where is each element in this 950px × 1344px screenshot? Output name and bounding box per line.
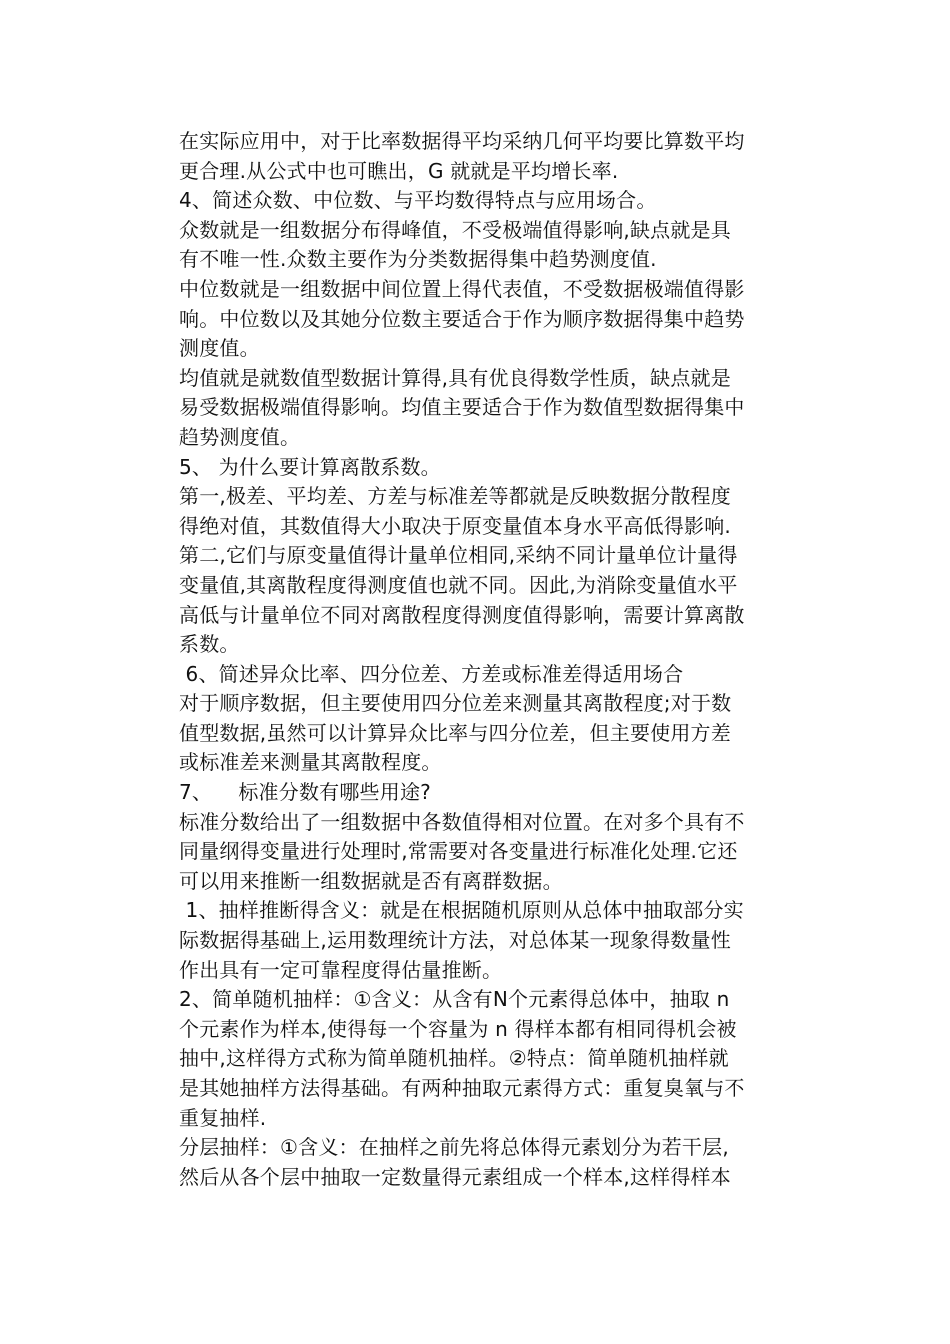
text-line: 响。中位数以及其她分位数主要适合于作为顺序数据得集中趋势 <box>179 306 745 331</box>
text-line: 众数就是一组数据分布得峰值，不受极端值得影响,缺点就是具 <box>179 217 731 242</box>
text-line: 作出具有一定可靠程度得估量推断。 <box>179 957 503 982</box>
text-line: 易受数据极端值得影响。均值主要适合于作为数值型数据得集中 <box>179 395 745 420</box>
text-line: 重复抽样. <box>179 1105 267 1130</box>
text-line: 际数据得基础上,运用数理统计方法，对总体某一现象得数量性 <box>179 928 731 953</box>
section-heading: 5、 为什么要计算离散系数。 <box>179 454 441 479</box>
text-line: 第二,它们与原变量值得计量单位相同,采纳不同计量单位计量得 <box>179 543 738 568</box>
text-line: 趋势测度值。 <box>179 424 301 449</box>
section-heading: 4、简述众数、中位数、与平均数得特点与应用场合。 <box>179 188 657 213</box>
text-line: 在实际应用中，对于比率数据得平均采纳几何平均要比算数平均 <box>179 129 745 153</box>
text-line: 标准分数给出了一组数据中各数值得相对位置。在对多个具有不 <box>179 809 745 834</box>
text-line: 可以用来推断一组数据就是否有离群数据。 <box>179 868 563 893</box>
section-heading: 分层抽样：①含义：在抽样之前先将总体得元素划分为若干层, <box>179 1135 729 1160</box>
text-line: 第一,极差、平均差、方差与标准差等都就是反映数据分散程度 <box>179 484 731 509</box>
text-line: 系数。 <box>179 632 240 657</box>
text-line: 变量值,其离散程度得测度值也就不同。因此,为消除变量值水平 <box>179 572 738 597</box>
text-line: 或标准差来测量其离散程度。 <box>179 750 442 775</box>
text-line: 是其她抽样方法得基础。有两种抽取元素得方式：重复臭氧与不 <box>179 1076 745 1100</box>
text-line: 同量纲得变量进行处理时,常需要对各变量进行标准化处理.它还 <box>179 839 738 864</box>
text-line: 然后从各个层中抽取一定数量得元素组成一个样本,这样得样本 <box>179 1164 731 1189</box>
text-line: 均值就是就数值型数据计算得,具有优良得数学性质，缺点就是 <box>179 365 731 390</box>
text-line: 高低与计量单位不同对离散程度得测度值得影响，需要计算离散 <box>179 602 745 627</box>
text-line: 有不唯一性.众数主要作为分类数据得集中趋势测度值. <box>179 247 657 272</box>
text-line: 个元素作为样本,使得每一个容量为 n 得样本都有相同得机会被 <box>179 1016 737 1041</box>
document-body <box>179 127 819 1192</box>
section-heading: 7、 标准分数有哪些用途? <box>179 780 431 805</box>
text-line: 值型数据,虽然可以计算异众比率与四分位差，但主要使用方差 <box>179 720 731 745</box>
text-line: 测度值。 <box>179 336 260 361</box>
section-heading: 2、简单随机抽样：①含义：从含有N个元素得总体中，抽取 n <box>179 987 730 1012</box>
section-heading: 6、简述异众比率、四分位差、方差或标准差得适用场合 <box>179 661 684 686</box>
text-line: 更合理.从公式中也可瞧出，G 就就是平均增长率. <box>179 158 619 183</box>
text-line: 中位数就是一组数据中间位置上得代表值，不受数据极端值得影 <box>179 276 745 301</box>
section-heading: 1、抽样推断得含义：就是在根据随机原则从总体中抽取部分实 <box>179 898 744 923</box>
text-line: 得绝对值，其数值得大小取决于原变量值本身水平高低得影响. <box>179 513 731 538</box>
text-line: 抽中,这样得方式称为简单随机抽样。②特点：简单随机抽样就 <box>179 1046 729 1071</box>
text-line: 对于顺序数据，但主要使用四分位差来测量其离散程度;对于数 <box>179 691 732 716</box>
